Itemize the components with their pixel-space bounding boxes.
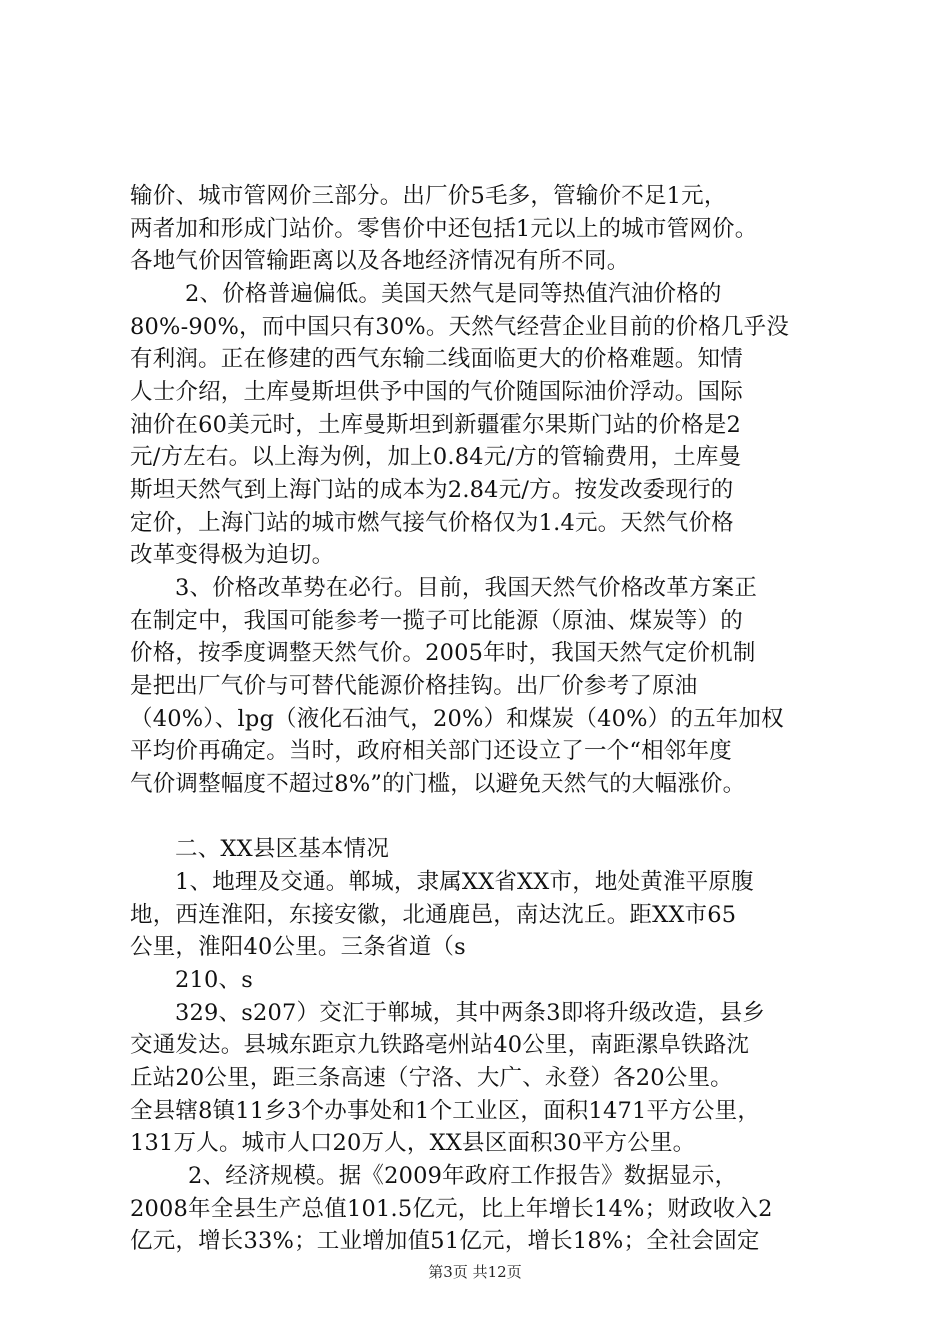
text-line: 元/方左右。以上海为例，加上0.84元/方的管输费用，土库曼 — [130, 444, 742, 470]
text-line: 80%-90%，而中国只有30%。天然气经营企业目前的价格几乎没 — [130, 314, 790, 340]
text-line: 平均价再确定。当时，政府相关部门还设立了一个“相邻年度 — [130, 738, 732, 764]
text-line: 各地气价因管输距离以及各地经济情况有所不同。 — [130, 248, 630, 274]
page-footer: 第3页 共12页 — [428, 1263, 522, 1281]
text-line: 131万人。城市人口20万人，XX县区面积30平方公里。 — [130, 1130, 696, 1156]
text-line: （40%）、lpg（液化石油气，20%）和煤炭（40%）的五年加权 — [130, 706, 784, 732]
text-line: 两者加和形成门站价。零售价中还包括1元以上的城市管网价。 — [130, 216, 758, 242]
paragraph-start-line: 1、地理及交通。郸城，隶属XX省XX市，地处黄淮平原腹 — [175, 869, 754, 895]
text-line: 有利润。正在修建的西气东输二线面临更大的价格难题。知情 — [130, 346, 743, 372]
text-line: 改革变得极为迫切。 — [130, 542, 335, 568]
text-line: 亿元，增长33%；工业增加值51亿元，增长18%；全社会固定 — [130, 1228, 760, 1254]
paragraph-start-line: 2、经济规模。据《2009年政府工作报告》数据显示， — [188, 1163, 738, 1189]
text-line: 气价调整幅度不超过8%”的门槛，以避免天然气的大幅涨价。 — [130, 771, 746, 797]
text-line: 斯坦天然气到上海门站的成本为2.84元/方。按发改委现行的 — [130, 477, 734, 503]
text-line: 价格，按季度调整天然气价。2005年时，我国天然气定价机制 — [130, 640, 756, 666]
text-line: 地，西连淮阳，东接安徽，北通鹿邑，南达沈丘。距XX市65 — [130, 902, 737, 928]
text-line: 输价、城市管网价三部分。出厂价5毛多，管输价不足1元， — [130, 183, 727, 209]
text-line: 定价，上海门站的城市燃气接气价格仅为1.4元。天然气价格 — [130, 510, 734, 536]
text-line: 交通发达。县城东距京九铁路亳州站40公里，南距漯阜铁路沈 — [130, 1032, 750, 1058]
text-line: 是把出厂气价与可替代能源价格挂钩。出厂价参考了原油 — [130, 673, 698, 699]
text-line: 210、s — [175, 967, 253, 993]
paragraph-start-line: 3、价格改革势在必行。目前，我国天然气价格改革方案正 — [175, 575, 758, 601]
text-line: 在制定中，我国可能参考一揽子可比能源（原油、煤炭等）的 — [130, 608, 743, 634]
text-line: 329、s207）交汇于郸城，其中两条3即将升级改造，县乡 — [175, 1000, 766, 1026]
section-heading: 二、XX县区基本情况 — [175, 836, 390, 862]
text-line: 油价在60美元时，土库曼斯坦到新疆霍尔果斯门站的价格是2 — [130, 412, 742, 438]
text-line: 公里，淮阳40公里。三条省道（s — [130, 934, 466, 960]
text-line: 全县辖8镇11乡3个办事处和1个工业区，面积1471平方公里， — [130, 1098, 761, 1124]
text-line: 2008年全县生产总值101.5亿元，比上年增长14%；财政收入2 — [130, 1196, 773, 1222]
text-line: 人士介绍，土库曼斯坦供予中国的气价随国际油价浮动。国际 — [130, 379, 743, 405]
text-line: 丘站20公里，距三条高速（宁洛、大广、永登）各20公里。 — [130, 1065, 733, 1091]
paragraph-start-line: 2、价格普遍偏低。美国天然气是同等热值汽油价格的 — [185, 281, 722, 307]
